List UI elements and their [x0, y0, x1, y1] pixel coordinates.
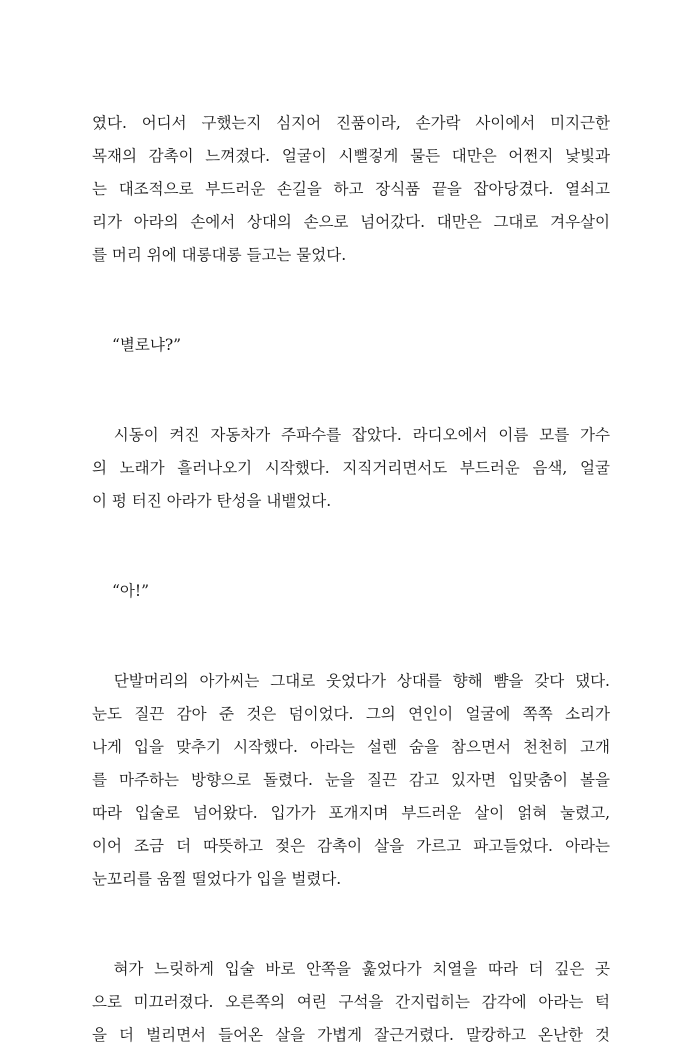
- text-line: 혀가 느릿하게 입술 바로 안쪽을 훑었다가 치열을 따라 더 깊은 곳: [92, 960, 610, 978]
- paragraph: [92, 665, 610, 896]
- text-line: 이어 조금 더 따뜻하고 젖은 감촉이 살을 가르고 파고들었다. 아라는: [92, 837, 610, 855]
- text-line: 으로 미끄러졌다. 오른쪽의 여린 구석을 간지럽히는 감각에 아라는 턱: [92, 993, 610, 1011]
- text-line: 단발머리의 아가씨는 그대로 웃었다가 상대를 향해 뺨을 갖다 댔다.: [92, 672, 610, 690]
- text-line: 목재의 감촉이 느껴졌다. 얼굴이 시뻘겋게 물든 대만은 어쩐지 낯빛과: [92, 147, 610, 165]
- dialogue-line: “아!”: [112, 582, 150, 600]
- paragraph: [92, 419, 610, 518]
- text-line: 는 대조적으로 부드러운 손길을 하고 장식품 끝을 잡아당겼다. 열쇠고: [92, 180, 610, 198]
- dialogue-paragraph: [92, 329, 610, 362]
- text-line: 이 펑 터진 아라가 탄성을 내뱉었다.: [92, 492, 332, 510]
- text-line: 의 노래가 흘러나오기 시작했다. 지직거리면서도 부드러운 음색, 얼굴: [92, 459, 610, 477]
- document-body: [92, 107, 610, 1052]
- paragraph: [92, 107, 610, 272]
- text-line: 을 더 벌리면서 들어온 살을 가볍게 잘근거렸다. 말캉하고 온난한 것: [92, 1026, 610, 1044]
- text-line: 리가 아라의 손에서 상대의 손으로 넘어갔다. 대만은 그대로 겨우살이: [92, 213, 610, 231]
- text-line: 나게 입을 맞추기 시작했다. 아라는 설렌 숨을 참으면서 천천히 고개: [92, 738, 610, 756]
- paragraph: [92, 953, 610, 1052]
- dialogue-line: “별로냐?”: [112, 336, 182, 354]
- text-line: 따라 입술로 넘어왔다. 입가가 포개지며 부드러운 살이 얽혀 눌렸고,: [92, 804, 610, 822]
- text-line: 시동이 켜진 자동차가 주파수를 잡았다. 라디오에서 이름 모를 가수: [92, 426, 610, 444]
- text-line: 눈도 질끈 감아 준 것은 덤이었다. 그의 연인이 얼굴에 쪽쪽 소리가: [92, 705, 610, 723]
- text-line: 를 마주하는 방향으로 돌렸다. 눈을 질끈 감고 있자면 입맞춤이 볼을: [92, 771, 610, 789]
- text-line: 를 머리 위에 대롱대롱 들고는 물었다.: [92, 246, 347, 264]
- text-line: 였다. 어디서 구했는지 심지어 진품이라, 손가락 사이에서 미지근한: [92, 114, 610, 132]
- text-line: 눈꼬리를 움찔 떨었다가 입을 벌렸다.: [92, 870, 342, 888]
- dialogue-paragraph: [92, 575, 610, 608]
